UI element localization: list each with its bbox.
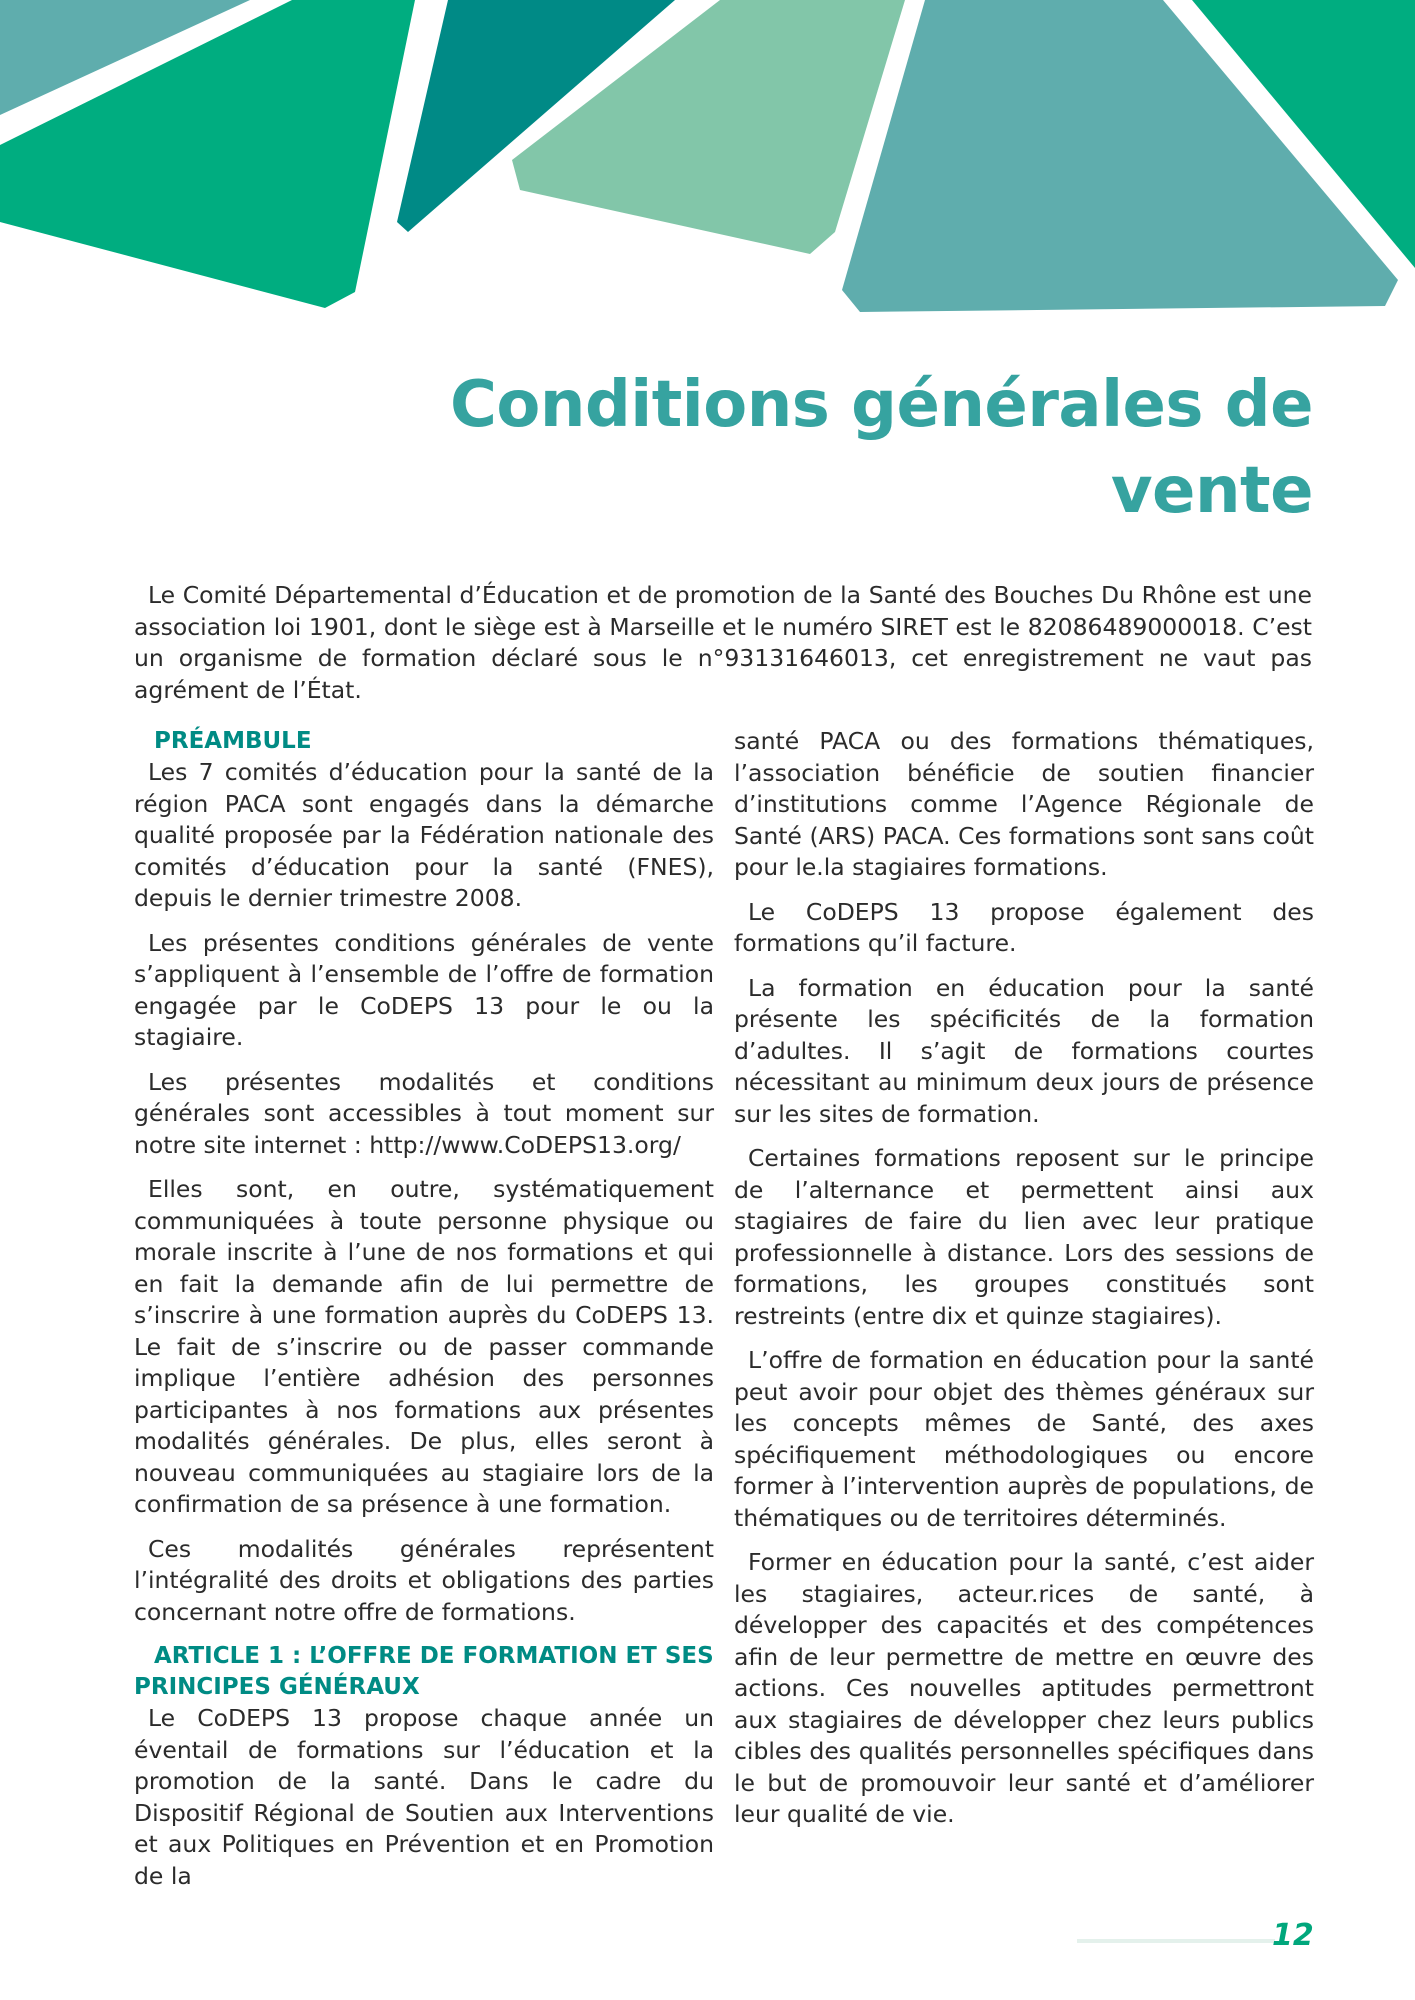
article1-heading: ARTICLE 1 : L’OFFRE DE FORMATION ET SES PRINCIPES GÉNÉRAUX [134, 1643, 714, 1700]
paragraph: Les 7 comités d’éducation pour la santé de la région PACA sont engagés dans la démarche qualité proposée par la Fédération nationale des comités d’éducation pour la santé (FNES), depuis le dernier trimestre 2008. [134, 758, 714, 912]
paragraph: Les présentes conditions générales de vente s’appliquent à l’ensemble de l’offre de formation engagée par le CoDEPS 13 pour le ou la stagiaire. [134, 928, 714, 1051]
footer-divider [1077, 1939, 1275, 1943]
paragraph: Certaines formations reposent sur le principe de l’alternance et permettent ainsi aux stagiaires de faire du lien avec leur pratique professionnelle à distance. Lors des sessions de formations, les groupes constitués sont restreints (entre dix et quinze stagiaires). [734, 1144, 1314, 1330]
paragraph: Elles sont, en outre, systématiquement communiquées à toute personne physique ou morale inscrite à l’une de nos formations et qui en fait la demande afin de lui permettre de s’inscrire à une formation auprès du CoDEPS 13. Le fait de s’inscrire ou de passer commande implique l’entière adhésion des personnes participantes à nos formations aux présentes modalités générales. De plus, elles seront à nouveau communiquées au stagiaire lors de la confirmation de sa présence à une formation. [134, 1175, 714, 1518]
preambule-heading: PRÉAMBULE [154, 728, 312, 754]
intro-paragraph: Le Comité Départemental d’Éducation et de promotion de la Santé des Bouches Du Rhône est une association loi 1901, dont le siège est à Marseille et le numéro SIRET est le 82086489000018. C’est un organisme de formation déclaré sous le n°93131646013, cet enregistrement ne vaut pas agrément de l’État. [134, 581, 1312, 704]
decorative-banner [0, 0, 1415, 320]
paragraph: L’offre de formation en éducation pour la santé peut avoir pour objet des thèmes généraux sur les concepts mêmes de Santé, des axes spécifiquement méthodologiques ou encore former à l’intervention auprès de populations, de thématiques ou de territoires déterminés. [734, 1346, 1314, 1532]
page-number: 12 [1272, 1918, 1314, 1953]
paragraph: Former en éducation pour la santé, c’est aider les stagiaires, acteur.rices de santé, à développer des capacités et des compétences afin de leur permettre de mettre en œuvre des actions. Ces nouvelles aptitudes permettront aux stagiaires de développer chez leurs publics cibles des qualités personnelles spécifiques dans le but de promouvoir leur santé et d’améliorer leur qualité de vie. [734, 1548, 1314, 1828]
paragraph: Les présentes modalités et conditions générales sont accessibles à tout moment sur notre site internet : http://www.CoDEPS13.org/ [134, 1067, 714, 1159]
left-column [134, 726, 714, 1905]
paragraph: santé PACA ou des formations thématiques, l’association bénéficie de soutien financier d’institutions comme l’Agence Régionale de Santé (ARS) PACA. Ces formations sont sans coût pour le.la stagiaires formations. [734, 727, 1314, 881]
paragraph: Le CoDEPS 13 propose chaque année un éventail de formations sur l’éducation et la promotion de la santé. Dans le cadre du Dispositif Régional de Soutien aux Interventions et aux Politiques en Prévention et en Promotion de la [134, 1704, 714, 1890]
right-column [734, 726, 1314, 1844]
paragraph: Ces modalités générales représentent l’intégralité des droits et obligations des parties concernant notre offre de formations. [134, 1534, 714, 1626]
page-title: Conditions générales de vente [449, 368, 1313, 528]
paragraph: Le CoDEPS 13 propose également des formations qu’il facture. [734, 897, 1314, 957]
paragraph: La formation en éducation pour la santé présente les spécificités de la formation d’adultes. Il s’agit de formations courtes nécessitant au minimum deux jours de présence sur les sites de formation. [734, 973, 1314, 1128]
